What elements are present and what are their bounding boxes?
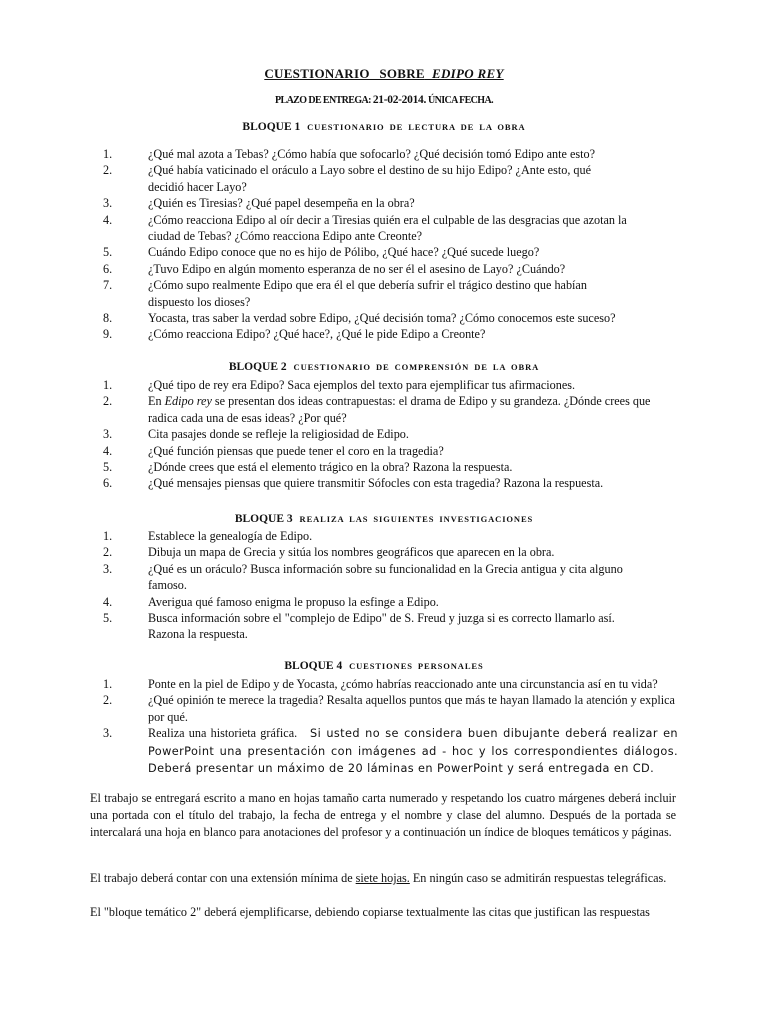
block3-label: BLOQUE 3 [234, 513, 293, 525]
item-text: ¿Quién es Tiresias? ¿Qué papel desempeña en la obra? [148, 196, 415, 211]
list-item [0, 393, 768, 426]
item-text: Cita pasajes donde se refleje la religiosidad de Edipo. [148, 427, 409, 442]
item-text: ¿Tuvo Edipo en algún momento esperanza de no ser él el asesino de Layo? ¿Cuándo? [148, 261, 566, 276]
item-text-instructions: Si usted no se considera buen dibujante deberá realizar en PowerPoint una presentación con imágenes ad - hoc y los correspondientes diálogos. Deberá presentar un máximo de 20 láminas en PowerPoint y será entregada en CD. [148, 727, 678, 776]
list-item [0, 725, 768, 777]
list-item [0, 610, 768, 643]
page-title [0, 66, 768, 82]
list-item [0, 195, 768, 211]
block2-note-paragraph: El "bloque temático 2" deberá ejemplificarse, debiendo copiarse textualmente las citas que justifican las respuestas [90, 905, 650, 919]
item-text: Cuándo Edipo conoce que no es hijo de Pólibo, ¿Qué hace? ¿Qué sucede luego? [148, 245, 540, 260]
item-number: 1. [103, 529, 113, 543]
item-text-lead: Realiza una historieta gráfica. [148, 726, 298, 741]
block4-label: BLOQUE 4 [284, 660, 343, 672]
list-item [0, 162, 768, 195]
item-number: 5. [103, 460, 113, 475]
list-item [0, 146, 768, 162]
list-item [0, 692, 768, 725]
item-number: 9. [103, 327, 113, 342]
item-text: Ponte en la piel de Edipo y de Yocasta, ¿cómo habrías reaccionado ante una circunstancia así en tu vida? [148, 677, 658, 691]
item-text: Averigua qué famoso enigma le propuso la esfinge a Edipo. [148, 594, 439, 609]
item-number: 6. [103, 261, 113, 276]
block2-subtitle: CUESTIONARIO DE COMPRENSIÓN DE LA OBRA [293, 362, 540, 372]
block3-heading [0, 513, 768, 525]
item-text: ¿Cómo reacciona Edipo al oír decir a Tiresias quién era el culpable de las desgracias que azotan la ciudad de Tebas? ¿Cómo reacciona Edipo ante Creonte? [148, 212, 627, 244]
title-main: CUESTIONARIO SOBRE [264, 66, 425, 81]
length-text-pre: El trabajo deberá contar con una extensión mínima de [90, 871, 356, 885]
item-text: ¿Qué función piensas que puede tener el coro en la tragedia? [148, 443, 444, 458]
item-number: 3. [103, 427, 113, 442]
item-number: 6. [103, 476, 113, 491]
item-text: Yocasta, tras saber la verdad sobre Edipo, ¿Qué decisión toma? ¿Cómo conocemos este suceso? [148, 311, 616, 326]
block3-subtitle: REALIZA LAS SIGUIENTES INVESTIGACIONES [299, 514, 534, 524]
deadline-note: ÚNICA FECHA. [427, 95, 493, 106]
list-item [0, 244, 768, 260]
item-text-rest: se presentan dos ideas contrapuestas: el drama de Edipo y su grandeza. ¿Dónde crees que radica cada una de esas ideas? ¿Por qué? [148, 394, 651, 425]
list-item [0, 310, 768, 326]
list-item [0, 326, 768, 342]
item-text: ¿Qué es un oráculo? Busca información sobre su funcionalidad en la Grecia antigua y cita alguno famoso. [148, 561, 623, 593]
item-number: 5. [103, 245, 113, 260]
item-text: ¿Qué tipo de rey era Edipo? Saca ejemplos del texto para ejemplificar tus afirmaciones. [148, 378, 576, 392]
item-text: Establece la genealogía de Edipo. [148, 529, 313, 543]
length-text-post: En ningún caso se admitirán respuestas telegráficas. [409, 871, 667, 885]
length-min-pages: siete hojas. [355, 871, 410, 885]
delivery-paragraph: El trabajo se entregará escrito a mano en hojas tamaño carta numerado y respetando los cuatro márgenes deberá incluir una portada con el título del trabajo, la fecha de entrega y el nombre y clase del alumno. Después de la portada se intercalará una hoja en blanco para anotaciones del profesor y a continuación un índice de bloques temáticos y páginas. [90, 791, 676, 839]
block4-heading [0, 660, 768, 672]
item-text: ¿Cómo reacciona Edipo? ¿Qué hace?, ¿Qué le pide Edipo a Creonte? [148, 327, 486, 342]
list-item [0, 475, 768, 491]
item-text-title: Edipo rey [164, 394, 212, 409]
item-number: 1. [103, 677, 113, 691]
block4-list [0, 676, 768, 777]
list-item [0, 277, 768, 310]
item-number: 2. [103, 163, 113, 178]
item-number: 2. [103, 394, 113, 409]
item-text [148, 725, 678, 777]
item-text: ¿Dónde crees que está el elemento trágico en la obra? Razona la respuesta. [148, 460, 513, 475]
item-number: 1. [103, 147, 113, 161]
list-item [0, 561, 768, 594]
item-number: 1. [103, 378, 113, 392]
deadline-date: 21-02-2014. [372, 94, 427, 106]
item-number: 2. [103, 693, 113, 708]
list-item [0, 676, 768, 692]
block1-label: BLOQUE 1 [242, 121, 301, 133]
item-text: Busca información sobre el "complejo de Edipo" de S. Freud y juzga si es correcto llamarlo así. Razona la respuesta. [148, 611, 615, 642]
item-text: ¿Qué mal azota a Tebas? ¿Cómo había que sofocarlo? ¿Qué decisión tomó Edipo ante esto? [148, 147, 595, 161]
item-text [148, 393, 678, 426]
list-item [0, 459, 768, 475]
item-number: 4. [103, 212, 113, 227]
item-number: 7. [103, 278, 113, 293]
deadline-label: PLAZO DE ENTREGA: [274, 95, 371, 106]
block2-label: BLOQUE 2 [228, 361, 287, 373]
list-item [0, 528, 768, 544]
item-number: 3. [103, 196, 113, 211]
block3-list [0, 528, 768, 643]
item-text: ¿Qué había vaticinado el oráculo a Layo sobre el destino de su hijo Edipo? ¿Ante esto, qué decidió hacer Layo? [148, 163, 592, 194]
item-number: 3. [103, 726, 113, 741]
list-item [0, 426, 768, 442]
deadline-line [0, 94, 768, 106]
list-item [0, 377, 768, 393]
item-number: 4. [103, 443, 113, 458]
item-text: ¿Cómo supo realmente Edipo que era él el que debería sufrir el trágico destino que habían dispuesto los dioses? [148, 278, 587, 309]
item-text: ¿Qué opinión te merece la tragedia? Resalta aquellos puntos que más te hayan llamado la atención y explica por qué. [148, 693, 675, 724]
title-work: EDIPO REY [432, 66, 504, 81]
length-paragraph [90, 870, 676, 887]
list-item [0, 261, 768, 277]
list-item [0, 594, 768, 610]
block1-heading [0, 121, 768, 133]
block1-list [0, 146, 768, 343]
item-number: 2. [103, 545, 113, 560]
list-item [0, 544, 768, 560]
block2-heading [0, 361, 768, 373]
item-number: 4. [103, 594, 113, 609]
list-item [0, 212, 768, 245]
block2-list [0, 377, 768, 492]
item-text: ¿Qué mensajes piensas que quiere transmitir Sófocles con esta tragedia? Razona la respuesta. [148, 476, 604, 491]
block4-subtitle: CUESTIONES PERSONALES [349, 661, 484, 671]
block1-subtitle: CUESTIONARIO DE LECTURA DE LA OBRA [307, 122, 526, 132]
item-number: 3. [103, 561, 113, 576]
item-text: Dibuja un mapa de Grecia y sitúa los nombres geográficos que aparecen en la obra. [148, 545, 555, 560]
item-number: 8. [103, 311, 113, 326]
item-text-pre: En [148, 394, 165, 409]
item-number: 5. [103, 611, 113, 626]
list-item [0, 443, 768, 459]
